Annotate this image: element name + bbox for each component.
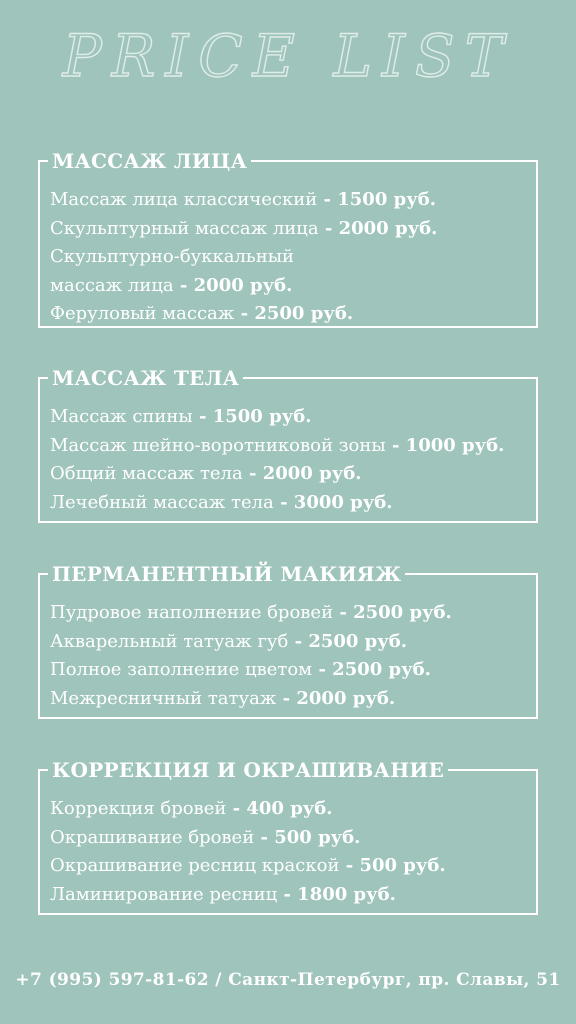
service-name: Лечебный массаж тела	[50, 491, 274, 513]
service-name: Массаж лица классический	[50, 189, 318, 210]
section-heading: ПЕРМАНЕНТНЫЙ МАКИЯЖ	[48, 561, 405, 587]
service-price: - 400 руб.	[226, 798, 333, 819]
service-price: - 1500 руб.	[317, 189, 436, 210]
section-heading: МАССАЖ ЛИЦА	[48, 148, 251, 174]
service-name: Пудровое наполнение бровей	[50, 602, 334, 623]
service-name: Полное заполнение цветом	[50, 659, 313, 680]
section-heading: МАССАЖ ТЕЛА	[48, 365, 243, 391]
service-price: - 2000 руб.	[318, 217, 438, 239]
section-heading: КОРРЕКЦИЯ И ОКРАШИВАНИЕ	[48, 757, 448, 783]
service-price: - 2500 руб.	[312, 659, 431, 680]
price-item	[50, 824, 532, 853]
service-price: - 2000 руб.	[242, 463, 362, 484]
price-item	[50, 403, 532, 432]
service-name: массаж лица	[50, 274, 174, 296]
contact-footer: +7 (995) 597-81-62 / Санкт-Петербург, пр. Славы, 51	[15, 970, 561, 990]
service-price: - 2500 руб.	[234, 303, 354, 324]
section-body-massage	[38, 366, 538, 523]
price-item	[50, 432, 532, 461]
price-list-title: PRICE LIST	[62, 22, 514, 90]
service-price: - 500 руб.	[339, 855, 446, 876]
price-item	[50, 460, 532, 489]
price-item	[50, 852, 532, 881]
service-name: Массаж спины	[50, 406, 193, 427]
service-price: - 500 руб.	[254, 826, 361, 848]
service-price: - 2000 руб.	[276, 687, 396, 709]
price-item	[50, 795, 532, 824]
service-name: Окрашивание ресниц краской	[50, 855, 340, 876]
service-name: Ламинирование ресниц	[50, 883, 278, 905]
price-item	[50, 243, 532, 272]
section-correction-coloring	[38, 758, 538, 915]
service-price: - 1000 руб.	[385, 434, 505, 456]
service-name: Скульптурно-буккальный	[50, 246, 295, 267]
service-name: Окрашивание бровей	[50, 826, 255, 848]
price-item	[50, 300, 532, 329]
section-permanent-makeup	[38, 562, 538, 719]
service-name: Коррекция бровей	[50, 798, 227, 819]
service-price: - 2500 руб.	[288, 630, 408, 652]
price-item	[50, 272, 532, 301]
price-item	[50, 215, 532, 244]
section-face-massage	[38, 149, 538, 328]
price-item	[50, 881, 532, 910]
service-price: - 3000 руб.	[273, 491, 393, 513]
service-price: - 1500 руб.	[192, 406, 312, 427]
service-price: - 2500 руб.	[333, 602, 452, 623]
price-item	[50, 186, 532, 215]
service-name: Скульптурный массаж лица	[50, 217, 319, 239]
price-item	[50, 489, 532, 518]
service-price: - 2000 руб.	[173, 274, 293, 296]
service-name: Массаж шейно-воротниковой зоны	[50, 434, 386, 456]
price-item	[50, 628, 532, 657]
service-name: Межресничный татуаж	[50, 687, 277, 709]
price-item	[50, 656, 532, 685]
price-item	[50, 685, 532, 714]
price-item	[50, 599, 532, 628]
service-price: - 1800 руб.	[277, 883, 396, 905]
service-name: Акварельный татуаж губ	[50, 630, 289, 652]
service-name: Феруловый массаж	[50, 303, 235, 324]
service-name: Общий массаж тела	[50, 463, 243, 484]
